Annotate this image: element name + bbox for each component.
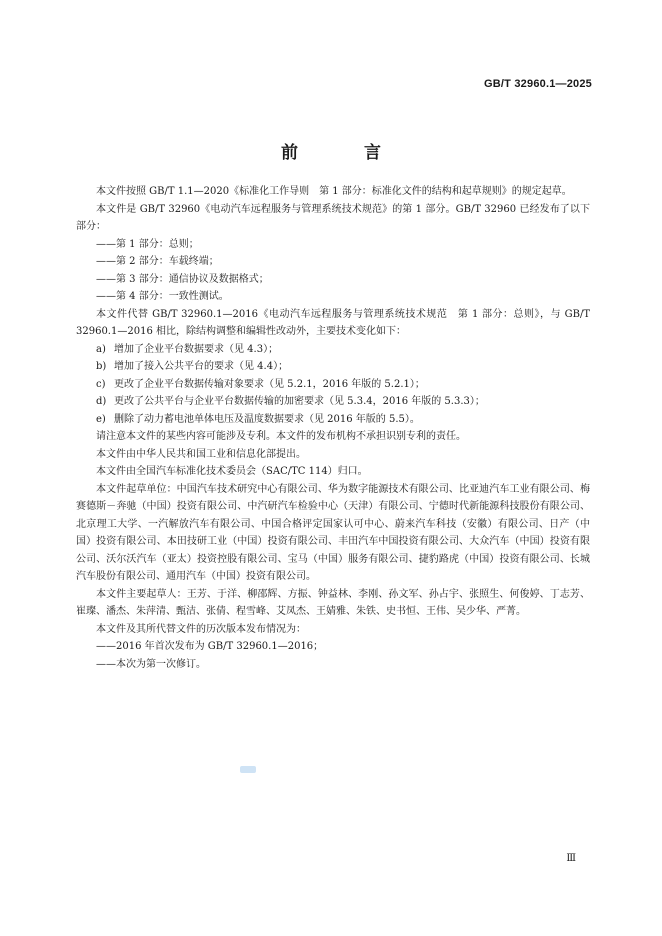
paragraph-drafting-rules: 本文件按照 GB/T 1.1—2020《标准化工作导则 第 1 部分：标准化文件的结构和起草规则》的规定起草。 — [96, 186, 572, 197]
history-list-item: ——本次为第一次修订。 — [96, 658, 206, 670]
change-text: 删除了动力蓄电池单体电压及温度数据要求（见 2016 年版的 5.5）。 — [114, 413, 420, 425]
change-text: 更改了公共平台与企业平台数据传输的加密要求（见 5.3.4，2016 年版的 5.3.3）； — [114, 396, 485, 407]
part-list-item: ——第 4 部分：一致性测试。 — [96, 291, 229, 302]
change-list-item — [76, 411, 590, 429]
paragraph-series-intro: 本文件是 GB/T 32960《电动汽车远程服务与管理系统技术规范》的第 1 部分。GB/T 32960 已经发布了以下部分： — [76, 203, 590, 232]
paragraph-replacement: 本文件代替 GB/T 32960.1—2016《电动汽车远程服务与管理系统技术规范 第 1 部分：总则》，与 GB/T 32960.1—2016 相比，除结构调整和编辑性改动外，主要技术变化如下： — [76, 308, 590, 337]
change-list-item — [76, 358, 590, 376]
page-number: Ⅲ — [566, 853, 576, 864]
paragraph-drafting-units: 本文件起草单位：中国汽车技术研究中心有限公司、华为数字能源技术有限公司、比亚迪汽车工业有限公司、梅赛德斯－奔驰（中国）投资有限公司、中汽研汽车检验中心（天津）有限公司、宁德时代新能源科技股份有限公司、北京理工大学、一汽解放汽车有限公司、中国合格评定国家认可中心、蔚来汽车科技（安徽）有限公司、日产（中国）投资有限公司、本田技研工业（中国）投资有限公司、丰田汽车中国投资有限公司、大众汽车（中国）投资有限公司、沃尔沃汽车（亚太）投资控股有限公司、宝马（中国）服务有限公司、捷豹路虎（中国）投资有限公司、长城汽车股份有限公司、通用汽车（中国）投资有限公司。 — [76, 483, 590, 582]
paragraph-proposer: 本文件由中华人民共和国工业和信息化部提出。 — [96, 448, 306, 460]
change-label: c) — [96, 378, 106, 390]
paragraph-history-intro: 本文件及其所代替文件的历次版本发布情况为： — [96, 623, 306, 635]
change-list-item — [76, 393, 590, 411]
change-text: 增加了企业平台数据要求（见 4.3）； — [114, 343, 279, 355]
part-list-item: ——第 2 部分：车载终端； — [96, 256, 219, 267]
change-list-item — [76, 341, 590, 359]
history-list-item: ——2016 年首次发布为 GB/T 32960.1—2016； — [96, 641, 324, 652]
paragraph-drafters: 本文件主要起草人：王芳、于洋、柳邵辉、方振、钟益林、李刚、孙文军、孙占宇、张照生、何俊婷、丁志芳、崔璨、潘杰、朱萍清、甄洁、张倩、程雪峰、艾凤杰、王婧雅、朱铁、史书恒、王伟、吴少华、严菁。 — [76, 588, 590, 617]
change-text: 更改了企业平台数据传输对象要求（见 5.2.1，2016 年版的 5.2.1）； — [114, 378, 425, 390]
change-text: 增加了接入公共平台的要求（见 4.4）； — [114, 361, 289, 372]
change-label: e) — [96, 413, 106, 425]
standard-number: GB/T 32960.1—2025 — [484, 78, 592, 90]
foreword-body — [76, 183, 590, 673]
paragraph-patent-notice: 请注意本文件的某些内容可能涉及专利。本文件的发布机构不承担识别专利的责任。 — [96, 431, 466, 442]
change-list-item — [76, 376, 590, 394]
change-label: a) — [96, 343, 106, 355]
change-label: d) — [96, 396, 107, 407]
watermark-mark — [240, 766, 256, 773]
paragraph-administrator: 本文件由全国汽车标准化技术委员会（SAC/TC 114）归口。 — [96, 466, 368, 477]
page-title: 前 言 — [281, 143, 411, 163]
change-label: b) — [96, 361, 107, 372]
part-list-item: ——第 3 部分：通信协议及数据格式； — [96, 273, 269, 285]
part-list-item: ——第 1 部分：总则； — [96, 238, 199, 250]
